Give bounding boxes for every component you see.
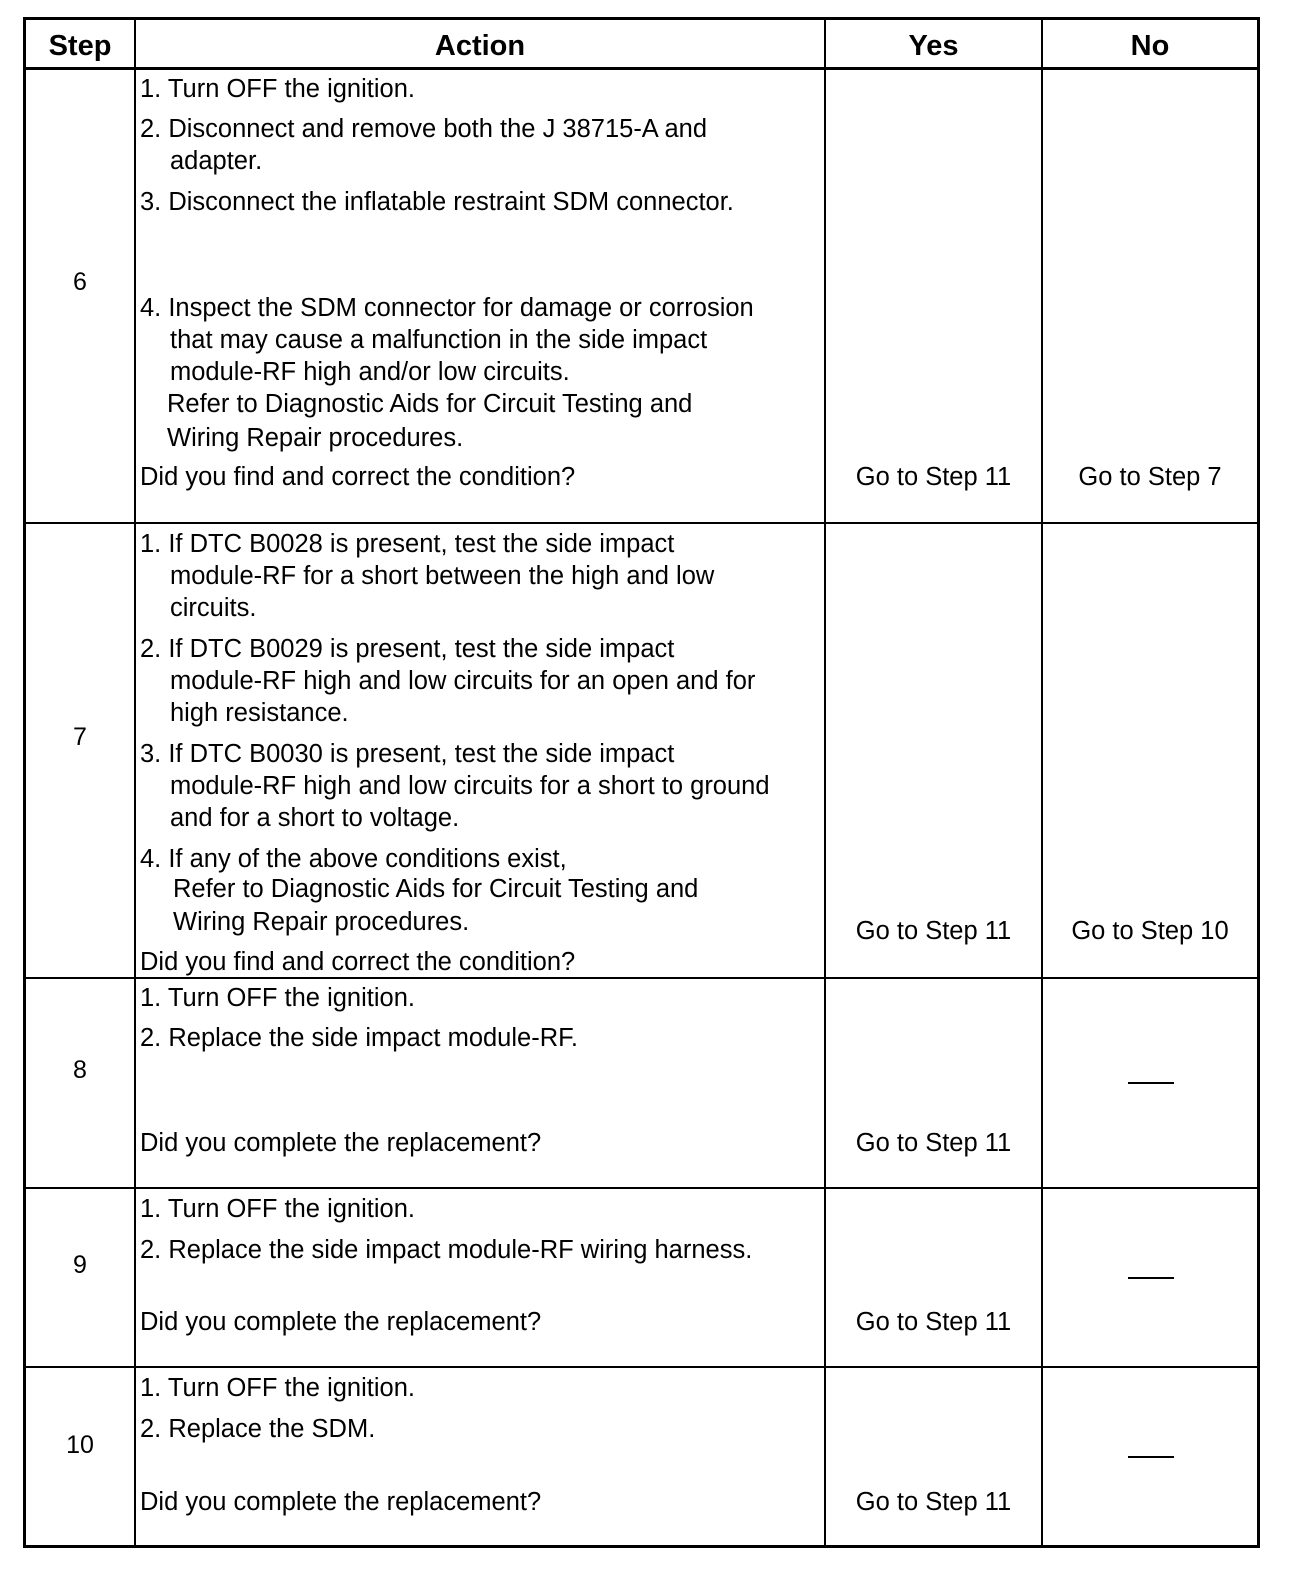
action-line: and for a short to voltage. (170, 804, 460, 832)
yes-result: Go to Step 11 (855, 1129, 1012, 1157)
no-result-dash (1128, 1277, 1174, 1279)
action-line: 2. Disconnect and remove both the J 38715-A and (140, 115, 708, 143)
yes-result: Go to Step 11 (855, 1308, 1012, 1336)
step-number: 6 (73, 268, 87, 296)
action-line: module-RF high and low circuits for a short to ground (170, 772, 770, 800)
action-line: 2. Replace the SDM. (140, 1415, 376, 1443)
action-line: module-RF for a short between the high and low (170, 562, 715, 590)
action-question: Did you complete the replacement? (140, 1488, 542, 1516)
action-line: 4. If any of the above conditions exist, (140, 845, 567, 873)
action-question: Did you complete the replacement? (140, 1308, 542, 1336)
column-divider (134, 20, 136, 1545)
row-divider (26, 522, 1257, 524)
action-line: module-RF high and/or low circuits. (170, 358, 570, 386)
action-line: high resistance. (170, 699, 349, 727)
diagnostic-table (23, 17, 1260, 1548)
action-line: 2. Replace the side impact module-RF. (140, 1024, 578, 1052)
step-number: 8 (73, 1056, 87, 1084)
column-divider (1041, 20, 1043, 1545)
action-line: 1. Turn OFF the ignition. (140, 984, 415, 1012)
action-line: Wiring Repair procedures. (173, 908, 470, 936)
action-question: Did you find and correct the condition? (140, 463, 576, 491)
step-number: 7 (73, 723, 87, 751)
yes-result: Go to Step 11 (855, 917, 1012, 945)
step-number: 9 (73, 1251, 87, 1279)
action-question: Did you complete the replacement? (140, 1129, 542, 1157)
action-line: 1. If DTC B0028 is present, test the side impact (140, 530, 675, 558)
action-question: Did you find and correct the condition? (140, 948, 576, 976)
action-line: that may cause a malfunction in the side impact (170, 326, 708, 354)
header-no: No (1130, 30, 1170, 62)
action-line: Wiring Repair procedures. (167, 424, 464, 452)
action-line: 2. If DTC B0029 is present, test the side impact (140, 635, 675, 663)
action-line: Refer to Diagnostic Aids for Circuit Testing and (173, 875, 699, 903)
action-line: 3. Disconnect the inflatable restraint SDM connector. (140, 188, 734, 216)
header-step: Step (48, 30, 112, 62)
no-result: Go to Step 10 (1071, 917, 1229, 945)
row-divider (26, 1187, 1257, 1189)
action-line: 1. Turn OFF the ignition. (140, 1374, 415, 1402)
step-number: 10 (66, 1431, 94, 1459)
header-yes: Yes (908, 30, 959, 62)
action-line: adapter. (170, 147, 263, 175)
action-line: circuits. (170, 594, 257, 622)
header-action: Action (434, 30, 526, 62)
no-result-dash (1128, 1456, 1174, 1458)
yes-result: Go to Step 11 (855, 463, 1012, 491)
row-divider (26, 1366, 1257, 1368)
action-line: 2. Replace the side impact module-RF wiring harness. (140, 1236, 753, 1264)
action-line: 1. Turn OFF the ignition. (140, 75, 415, 103)
action-line: 4. Inspect the SDM connector for damage or corrosion (140, 294, 754, 322)
action-line: 1. Turn OFF the ignition. (140, 1195, 415, 1223)
no-result-dash (1128, 1082, 1174, 1084)
no-result: Go to Step 7 (1078, 463, 1222, 491)
header-divider (26, 67, 1257, 70)
action-line: module-RF high and low circuits for an open and for (170, 667, 756, 695)
action-line: Refer to Diagnostic Aids for Circuit Testing and (167, 390, 693, 418)
yes-result: Go to Step 11 (855, 1488, 1012, 1516)
action-line: 3. If DTC B0030 is present, test the side impact (140, 740, 675, 768)
